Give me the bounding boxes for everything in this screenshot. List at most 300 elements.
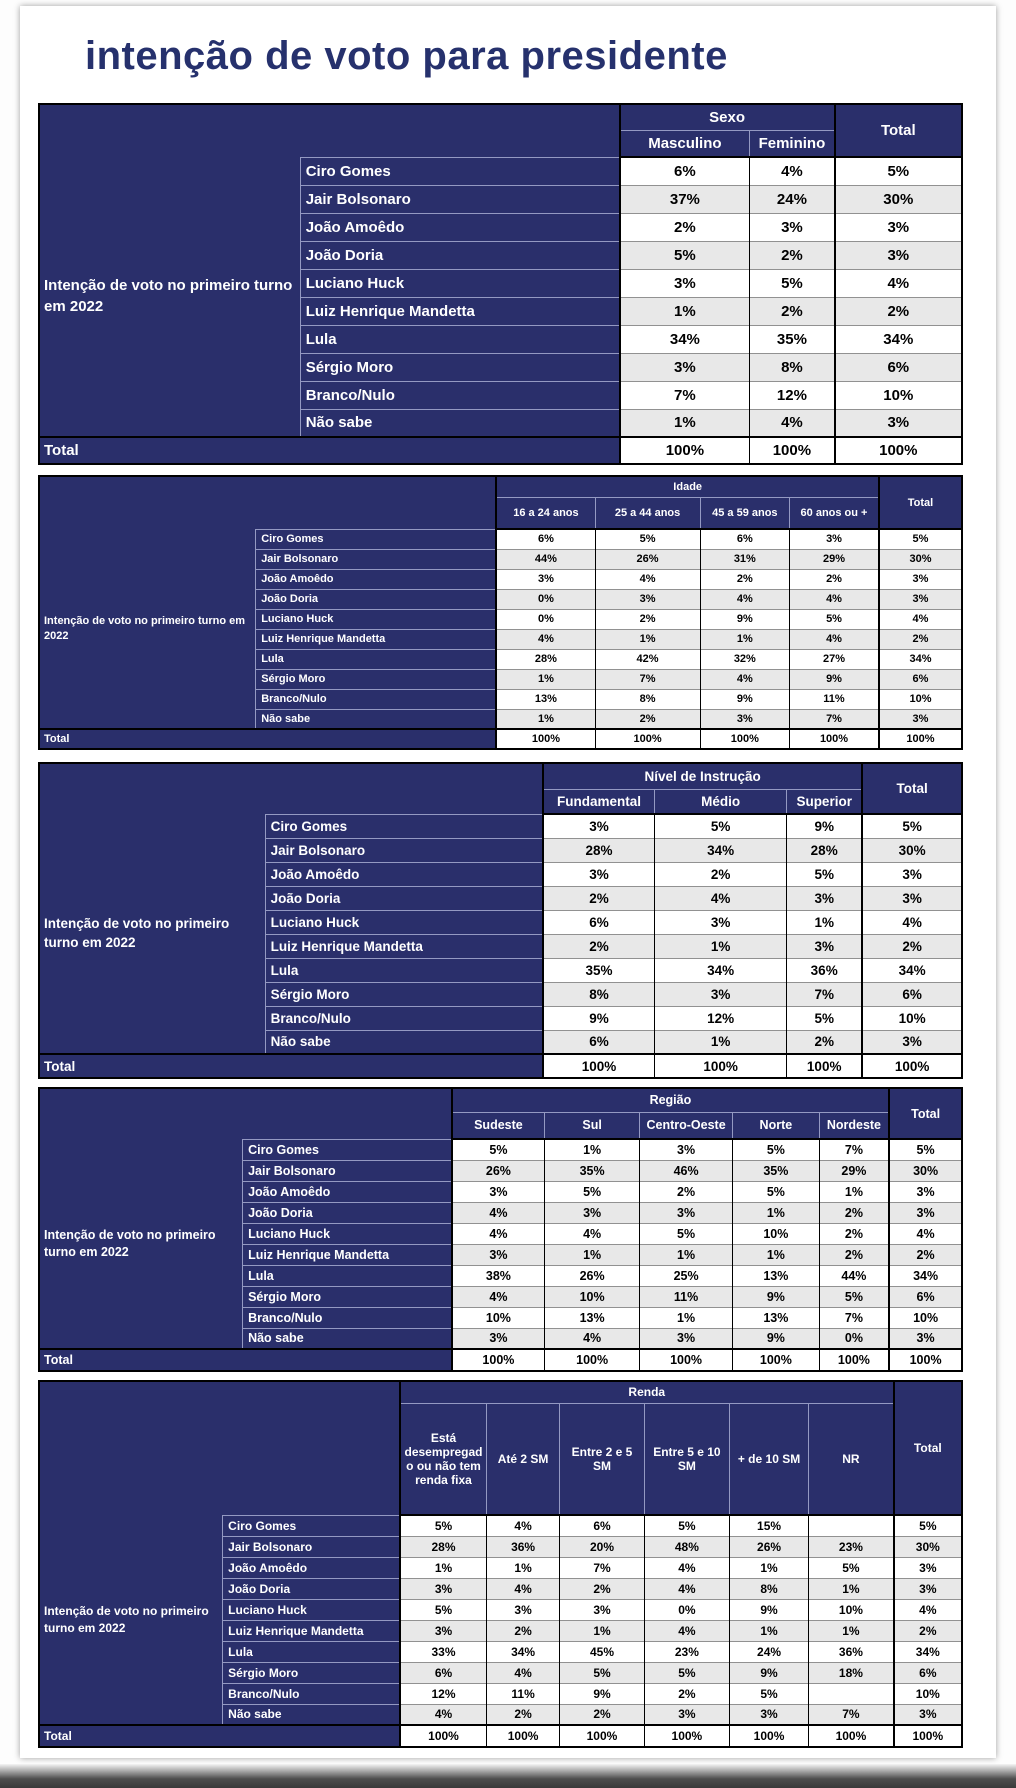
- value-cell: 6%: [879, 669, 962, 689]
- total-row-label: Total: [39, 1054, 543, 1078]
- candidate-label: Luciano Huck: [243, 1223, 452, 1244]
- value-cell: 4%: [700, 669, 789, 689]
- column-header: Centro-Oeste: [640, 1112, 733, 1139]
- value-cell: 8%: [729, 1578, 808, 1599]
- value-cell: 9%: [729, 1599, 808, 1620]
- value-cell: 25%: [640, 1265, 733, 1286]
- total-row: [39, 437, 962, 464]
- value-cell: 9%: [733, 1286, 820, 1307]
- value-cell: 28%: [543, 838, 655, 862]
- value-cell: 31%: [700, 549, 789, 569]
- value-cell: 0%: [819, 1328, 889, 1349]
- column-header: Fundamental: [543, 789, 655, 814]
- value-cell: 3%: [889, 1202, 962, 1223]
- value-cell: 3%: [894, 1557, 962, 1578]
- value-cell: 30%: [894, 1536, 962, 1557]
- column-header: Entre 2 e 5 SM: [560, 1403, 645, 1515]
- value-cell: 34%: [655, 958, 787, 982]
- candidate-label: João Doria: [300, 241, 619, 269]
- value-cell: 3%: [787, 886, 863, 910]
- value-cell: 3%: [889, 1181, 962, 1202]
- column-group-header: Sexo: [620, 104, 835, 130]
- value-cell: 2%: [644, 1683, 729, 1704]
- value-cell: 2%: [787, 1030, 863, 1054]
- value-cell: 4%: [452, 1202, 545, 1223]
- column-header: Masculino: [620, 130, 750, 157]
- value-cell: 3%: [835, 241, 962, 269]
- candidate-label: Branco/Nulo: [243, 1307, 452, 1328]
- candidate-label: Branco/Nulo: [223, 1683, 400, 1704]
- value-cell: 6%: [560, 1515, 645, 1536]
- value-cell: 0%: [496, 609, 595, 629]
- value-cell: 4%: [644, 1620, 729, 1641]
- value-cell: 6%: [620, 157, 750, 185]
- report-content: [20, 6, 996, 1748]
- row-group-label: Intenção de voto no primeiro turno em 2022: [39, 1139, 243, 1349]
- value-cell: 5%: [729, 1683, 808, 1704]
- value-cell: 2%: [700, 569, 789, 589]
- value-cell: 24%: [729, 1641, 808, 1662]
- value-cell: 1%: [595, 629, 700, 649]
- value-cell: 6%: [894, 1662, 962, 1683]
- value-cell: 20%: [560, 1536, 645, 1557]
- total-value-cell: 100%: [560, 1725, 645, 1747]
- value-cell: 2%: [560, 1578, 645, 1599]
- value-cell: 5%: [452, 1139, 545, 1160]
- column-header: 60 anos ou +: [790, 497, 879, 529]
- value-cell: 2%: [487, 1704, 560, 1725]
- value-cell: 4%: [889, 1223, 962, 1244]
- value-cell: 5%: [640, 1223, 733, 1244]
- value-cell: 2%: [487, 1620, 560, 1641]
- candidate-label: João Doria: [223, 1578, 400, 1599]
- candidate-label: Jair Bolsonaro: [265, 838, 543, 862]
- value-cell: 6%: [889, 1286, 962, 1307]
- value-cell: 3%: [496, 569, 595, 589]
- total-value-cell: 100%: [543, 1054, 655, 1078]
- tables-area: [38, 103, 996, 1748]
- value-cell: 3%: [787, 934, 863, 958]
- value-cell: 4%: [545, 1223, 640, 1244]
- total-column-header: Total: [889, 1088, 962, 1139]
- value-cell: 34%: [894, 1641, 962, 1662]
- value-cell: 9%: [733, 1328, 820, 1349]
- corner-blank-cell: [39, 763, 543, 814]
- total-row: [39, 1725, 962, 1747]
- total-value-cell: 100%: [487, 1725, 560, 1747]
- corner-blank-cell: [39, 104, 620, 157]
- candidate-label: Não sabe: [300, 409, 619, 437]
- value-cell: 1%: [560, 1620, 645, 1641]
- total-row-label: Total: [39, 1349, 452, 1371]
- value-cell: 3%: [655, 910, 787, 934]
- value-cell: 1%: [400, 1557, 487, 1578]
- candidate-label: Lula: [243, 1265, 452, 1286]
- total-value-cell: 100%: [835, 437, 962, 464]
- value-cell: 5%: [750, 269, 835, 297]
- total-value-cell: 100%: [644, 1725, 729, 1747]
- column-group-header: Renda: [400, 1381, 894, 1403]
- total-column-header: Total: [879, 476, 962, 529]
- value-cell: 3%: [862, 1030, 962, 1054]
- column-header: 16 a 24 anos: [496, 497, 595, 529]
- column-header: Está desempregado ou não tem renda fixa: [400, 1403, 487, 1515]
- value-cell: 10%: [862, 1006, 962, 1030]
- window-bottom-edge: [0, 1764, 1016, 1788]
- value-cell: 1%: [620, 409, 750, 437]
- value-cell: 1%: [655, 1030, 787, 1054]
- value-cell: 7%: [787, 982, 863, 1006]
- value-cell: 34%: [889, 1265, 962, 1286]
- total-value-cell: 100%: [729, 1725, 808, 1747]
- candidate-label: Luiz Henrique Mandetta: [265, 934, 543, 958]
- value-cell: 3%: [595, 589, 700, 609]
- value-cell: 1%: [620, 297, 750, 325]
- candidate-label: Branco/Nulo: [300, 381, 619, 409]
- value-cell: 3%: [879, 589, 962, 609]
- value-cell: 34%: [879, 649, 962, 669]
- candidate-label: Ciro Gomes: [265, 814, 543, 838]
- value-cell: 2%: [862, 934, 962, 958]
- value-cell: 46%: [640, 1160, 733, 1181]
- value-cell: 10%: [452, 1307, 545, 1328]
- value-cell: [809, 1515, 894, 1536]
- value-cell: 3%: [879, 569, 962, 589]
- total-value-cell: 100%: [889, 1349, 962, 1371]
- column-header: Sul: [545, 1112, 640, 1139]
- total-row-label: Total: [39, 1725, 400, 1747]
- value-cell: 5%: [809, 1557, 894, 1578]
- value-cell: [809, 1683, 894, 1704]
- value-cell: 30%: [835, 185, 962, 213]
- value-cell: 9%: [700, 609, 789, 629]
- value-cell: 1%: [640, 1307, 733, 1328]
- total-value-cell: 100%: [750, 437, 835, 464]
- column-group-header: Região: [452, 1088, 890, 1112]
- value-cell: 6%: [862, 982, 962, 1006]
- value-cell: 11%: [790, 689, 879, 709]
- total-value-cell: 100%: [733, 1349, 820, 1371]
- value-cell: 1%: [496, 669, 595, 689]
- value-cell: 3%: [655, 982, 787, 1006]
- total-value-cell: 100%: [790, 729, 879, 749]
- value-cell: 27%: [790, 649, 879, 669]
- value-cell: 4%: [487, 1662, 560, 1683]
- value-cell: 3%: [543, 814, 655, 838]
- corner-blank-cell: [39, 476, 496, 529]
- crosstab-table-4: [38, 1087, 963, 1372]
- total-value-cell: 100%: [655, 1054, 787, 1078]
- value-cell: 4%: [835, 269, 962, 297]
- candidate-label: João Doria: [265, 886, 543, 910]
- value-cell: 4%: [700, 589, 789, 609]
- value-cell: 4%: [790, 589, 879, 609]
- value-cell: 4%: [496, 629, 595, 649]
- value-cell: 37%: [620, 185, 750, 213]
- value-cell: 6%: [835, 353, 962, 381]
- value-cell: 1%: [655, 934, 787, 958]
- value-cell: 5%: [644, 1515, 729, 1536]
- value-cell: 5%: [787, 862, 863, 886]
- total-row: [39, 729, 962, 749]
- value-cell: 4%: [879, 609, 962, 629]
- column-header: Médio: [655, 789, 787, 814]
- value-cell: 4%: [750, 157, 835, 185]
- value-cell: 3%: [452, 1181, 545, 1202]
- column-header: Nordeste: [819, 1112, 889, 1139]
- value-cell: 3%: [835, 213, 962, 241]
- value-cell: 3%: [879, 709, 962, 729]
- candidate-label: Sérgio Moro: [265, 982, 543, 1006]
- value-cell: 12%: [400, 1683, 487, 1704]
- value-cell: 8%: [750, 353, 835, 381]
- value-cell: 5%: [819, 1286, 889, 1307]
- value-cell: 7%: [790, 709, 879, 729]
- value-cell: 34%: [835, 325, 962, 353]
- candidate-label: Ciro Gomes: [300, 157, 619, 185]
- value-cell: 1%: [729, 1557, 808, 1578]
- value-cell: 9%: [787, 814, 863, 838]
- value-cell: 2%: [595, 609, 700, 629]
- candidate-label: Luiz Henrique Mandetta: [243, 1244, 452, 1265]
- value-cell: 7%: [620, 381, 750, 409]
- value-cell: 8%: [595, 689, 700, 709]
- value-cell: 5%: [733, 1181, 820, 1202]
- candidate-label: João Amoêdo: [256, 569, 497, 589]
- candidate-label: Luciano Huck: [223, 1599, 400, 1620]
- value-cell: 1%: [733, 1244, 820, 1265]
- candidate-label: Sérgio Moro: [223, 1662, 400, 1683]
- value-cell: 3%: [889, 1328, 962, 1349]
- value-cell: 1%: [819, 1181, 889, 1202]
- value-cell: 4%: [894, 1599, 962, 1620]
- candidate-label: Jair Bolsonaro: [243, 1160, 452, 1181]
- value-cell: 4%: [644, 1557, 729, 1578]
- value-cell: 5%: [644, 1662, 729, 1683]
- value-cell: 30%: [889, 1160, 962, 1181]
- value-cell: 3%: [452, 1244, 545, 1265]
- row-group-label: Intenção de voto no primeiro turno em 2022: [39, 157, 300, 437]
- candidate-label: Lula: [256, 649, 497, 669]
- value-cell: 44%: [496, 549, 595, 569]
- value-cell: 35%: [733, 1160, 820, 1181]
- value-cell: 12%: [655, 1006, 787, 1030]
- value-cell: 3%: [790, 529, 879, 549]
- value-cell: 2%: [543, 886, 655, 910]
- total-value-cell: 100%: [819, 1349, 889, 1371]
- column-group-header: Idade: [496, 476, 879, 497]
- value-cell: 9%: [729, 1662, 808, 1683]
- candidate-label: Ciro Gomes: [256, 529, 497, 549]
- table-row: [39, 1515, 962, 1536]
- value-cell: 5%: [400, 1599, 487, 1620]
- value-cell: 6%: [543, 1030, 655, 1054]
- value-cell: 4%: [862, 910, 962, 934]
- total-column-header: Total: [894, 1381, 962, 1515]
- column-header: NR: [809, 1403, 894, 1515]
- value-cell: 3%: [620, 269, 750, 297]
- value-cell: 34%: [655, 838, 787, 862]
- value-cell: 29%: [819, 1160, 889, 1181]
- value-cell: 1%: [729, 1620, 808, 1641]
- value-cell: 36%: [787, 958, 863, 982]
- value-cell: 34%: [862, 958, 962, 982]
- value-cell: 44%: [819, 1265, 889, 1286]
- corner-blank-cell: [39, 1088, 452, 1139]
- value-cell: 3%: [452, 1328, 545, 1349]
- value-cell: 4%: [790, 629, 879, 649]
- value-cell: 10%: [835, 381, 962, 409]
- column-header: Superior: [787, 789, 863, 814]
- value-cell: 13%: [545, 1307, 640, 1328]
- column-header: Feminino: [750, 130, 835, 157]
- value-cell: 2%: [879, 629, 962, 649]
- candidate-label: Lula: [223, 1641, 400, 1662]
- value-cell: 1%: [700, 629, 789, 649]
- value-cell: 5%: [733, 1139, 820, 1160]
- value-cell: 3%: [750, 213, 835, 241]
- value-cell: 4%: [750, 409, 835, 437]
- value-cell: 42%: [595, 649, 700, 669]
- value-cell: 26%: [545, 1265, 640, 1286]
- total-row-label: Total: [39, 729, 496, 749]
- value-cell: 36%: [809, 1641, 894, 1662]
- value-cell: 34%: [487, 1641, 560, 1662]
- candidate-label: Lula: [265, 958, 543, 982]
- value-cell: 35%: [545, 1160, 640, 1181]
- value-cell: 35%: [750, 325, 835, 353]
- value-cell: 10%: [545, 1286, 640, 1307]
- value-cell: 3%: [545, 1202, 640, 1223]
- value-cell: 23%: [809, 1536, 894, 1557]
- value-cell: 2%: [750, 297, 835, 325]
- value-cell: 2%: [620, 213, 750, 241]
- value-cell: 30%: [862, 838, 962, 862]
- value-cell: 4%: [400, 1704, 487, 1725]
- candidate-label: João Amoêdo: [223, 1557, 400, 1578]
- value-cell: 2%: [790, 569, 879, 589]
- value-cell: 35%: [543, 958, 655, 982]
- value-cell: 13%: [496, 689, 595, 709]
- value-cell: 13%: [733, 1307, 820, 1328]
- value-cell: 3%: [862, 862, 962, 886]
- value-cell: 3%: [894, 1578, 962, 1599]
- value-cell: 33%: [400, 1641, 487, 1662]
- candidate-label: Não sabe: [256, 709, 497, 729]
- value-cell: 1%: [809, 1620, 894, 1641]
- value-cell: 4%: [487, 1578, 560, 1599]
- column-header: 45 a 59 anos: [700, 497, 789, 529]
- total-row-label: Total: [39, 437, 620, 464]
- candidate-label: Branco/Nulo: [256, 689, 497, 709]
- value-cell: 29%: [790, 549, 879, 569]
- value-cell: 6%: [543, 910, 655, 934]
- value-cell: 3%: [640, 1328, 733, 1349]
- row-group-label: Intenção de voto no primeiro turno em 2022: [39, 529, 256, 729]
- crosstab-table-2: [38, 475, 963, 750]
- value-cell: 1%: [809, 1578, 894, 1599]
- value-cell: 7%: [809, 1704, 894, 1725]
- page-title: intenção de voto para presidente: [85, 34, 728, 78]
- value-cell: 5%: [862, 814, 962, 838]
- value-cell: 10%: [894, 1683, 962, 1704]
- candidate-label: João Amoêdo: [300, 213, 619, 241]
- value-cell: 3%: [400, 1620, 487, 1641]
- candidate-label: Lula: [300, 325, 619, 353]
- value-cell: 1%: [787, 910, 863, 934]
- value-cell: 2%: [640, 1181, 733, 1202]
- value-cell: 2%: [655, 862, 787, 886]
- candidate-label: Sérgio Moro: [256, 669, 497, 689]
- value-cell: 24%: [750, 185, 835, 213]
- total-value-cell: 100%: [894, 1725, 962, 1747]
- total-value-cell: 100%: [862, 1054, 962, 1078]
- candidate-label: Ciro Gomes: [243, 1139, 452, 1160]
- value-cell: 7%: [595, 669, 700, 689]
- column-header: Sudeste: [452, 1112, 545, 1139]
- value-cell: 2%: [543, 934, 655, 958]
- value-cell: 2%: [560, 1704, 645, 1725]
- value-cell: 26%: [452, 1160, 545, 1181]
- table-row: [39, 157, 962, 185]
- candidate-label: Luiz Henrique Mandetta: [223, 1620, 400, 1641]
- value-cell: 13%: [733, 1265, 820, 1286]
- value-cell: 1%: [487, 1557, 560, 1578]
- value-cell: 3%: [400, 1578, 487, 1599]
- value-cell: 4%: [595, 569, 700, 589]
- crosstab-table-3: [38, 762, 963, 1079]
- value-cell: 1%: [640, 1244, 733, 1265]
- value-cell: 5%: [655, 814, 787, 838]
- value-cell: 2%: [819, 1223, 889, 1244]
- candidate-label: Não sabe: [223, 1704, 400, 1725]
- value-cell: 7%: [819, 1139, 889, 1160]
- value-cell: 5%: [400, 1515, 487, 1536]
- value-cell: 28%: [496, 649, 595, 669]
- total-value-cell: 100%: [452, 1349, 545, 1371]
- value-cell: 28%: [787, 838, 863, 862]
- value-cell: 28%: [400, 1536, 487, 1557]
- total-row: [39, 1349, 962, 1371]
- crosstab-table-1: [38, 103, 963, 465]
- total-value-cell: 100%: [496, 729, 595, 749]
- value-cell: 3%: [862, 886, 962, 910]
- total-column-header: Total: [862, 763, 962, 814]
- candidate-label: Sérgio Moro: [300, 353, 619, 381]
- candidate-label: Não sabe: [243, 1328, 452, 1349]
- value-cell: 5%: [790, 609, 879, 629]
- value-cell: 2%: [889, 1244, 962, 1265]
- value-cell: 2%: [835, 297, 962, 325]
- value-cell: 1%: [733, 1202, 820, 1223]
- value-cell: 9%: [790, 669, 879, 689]
- candidate-label: Luiz Henrique Mandetta: [300, 297, 619, 325]
- value-cell: 1%: [496, 709, 595, 729]
- candidate-label: Luiz Henrique Mandetta: [256, 629, 497, 649]
- value-cell: 5%: [620, 241, 750, 269]
- report-page: [20, 6, 996, 1758]
- value-cell: 4%: [452, 1286, 545, 1307]
- value-cell: 2%: [750, 241, 835, 269]
- candidate-label: Jair Bolsonaro: [223, 1536, 400, 1557]
- total-value-cell: 100%: [879, 729, 962, 749]
- value-cell: 26%: [595, 549, 700, 569]
- column-header: + de 10 SM: [729, 1403, 808, 1515]
- value-cell: 4%: [655, 886, 787, 910]
- value-cell: 26%: [729, 1536, 808, 1557]
- value-cell: 3%: [700, 709, 789, 729]
- value-cell: 5%: [787, 1006, 863, 1030]
